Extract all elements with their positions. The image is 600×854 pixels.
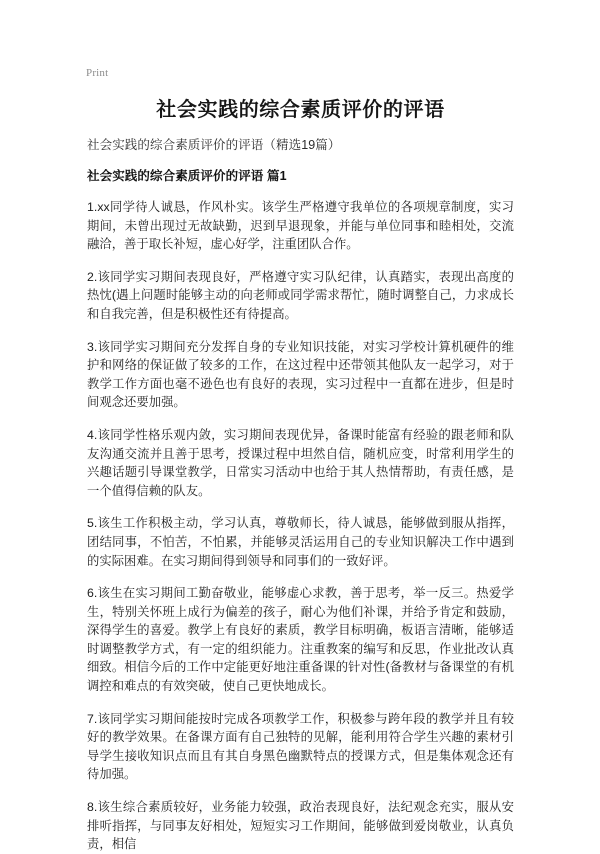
- document-content: [87, 96, 514, 854]
- document-subtitle: 社会实践的综合素质评价的评语（精选19篇）: [87, 138, 341, 152]
- page-title: 社会实践的综合素质评价的评语: [156, 99, 445, 121]
- section-heading: 社会实践的综合素质评价的评语 篇1: [87, 169, 287, 183]
- paragraph: 3.该同学实习期间充分发挥自身的专业知识技能，对实习学校计算机硬件的维护和网络的保证做了较多的工作，在这过程中还带领其他队友一起学习，对于教学工作方面也毫不逊色也有良好的表现，实习过程中一直都在进步，但是时间观念还要加强。: [87, 339, 514, 410]
- paragraph: 4.该同学性格乐观内敛，实习期间表现优异，备课时能富有经验的跟老师和队友沟通交流并且善于思考，授课过程中坦然自信，随机应变，时常利用学生的兴趣话题引导课堂教学，日常实习活动中也给于其人热情帮助，有责任感，是一个值得信赖的队友。: [87, 427, 514, 498]
- paragraph: 7.该同学实习期间能按时完成各项教学工作，积极参与跨年段的教学并且有较好的教学效果。在备课方面有自己独特的见解，能利用符合学生兴趣的素材引导学生接收知识点而且有其自身黑色幽默特点的授课方式，但是集体观念还有待加强。: [87, 711, 514, 782]
- paragraph: 6.该生在实习期间工勤奋敬业，能够虚心求教，善于思考，举一反三。热爱学生，特别关怀班上成行为偏差的孩子，耐心为他们补课，并给予肯定和鼓励，深得学生的喜爱。教学上有良好的素质，教学目标明确，板语言清晰，能够适时调整教学方式，有一定的组织能力。注重教案的编写和反思，作业批改认真细致。相信今后的工作中定能更好地注重备课的针对性(备教材与备课堂的有机调控和难点的有效突破，使自己更快地成长。: [87, 586, 514, 694]
- paragraph: 2.该同学实习期间表现良好，严格遵守实习队纪律，认真踏实，表现出高度的热忱(遇上问题时能够主动的向老师或同学需求帮忙，随时调整自己，力求成长和自我完善，但是积极性还有待提高。: [87, 269, 514, 321]
- paragraph: 5.该生工作积极主动，学习认真，尊敬师长，待人诚恳，能够做到服从指挥，团结同事，不怕苦，不怕累，并能够灵活运用自己的专业知识解决工作中遇到的实际困难。在实习期间得到领导和同事们的一致好评。: [87, 516, 514, 568]
- paragraph: 8.该生综合素质较好，业务能力较强，政治表现良好，法纪观念充实，服从安排听指挥，与同事友好相处，短短实习工作期间，能够做到爱岗敬业，认真负责，相信: [87, 800, 514, 852]
- print-button[interactable]: Print: [86, 67, 109, 79]
- paragraph: 1.xx同学待人诚恳，作风朴实。该学生严格遵守我单位的各项规章制度，实习期间，未曾出现过无故缺勤，迟到早退现象，并能与单位同事和睦相处，交流融洽，善于取长补短，虚心好学，注重团队合作。: [87, 200, 514, 252]
